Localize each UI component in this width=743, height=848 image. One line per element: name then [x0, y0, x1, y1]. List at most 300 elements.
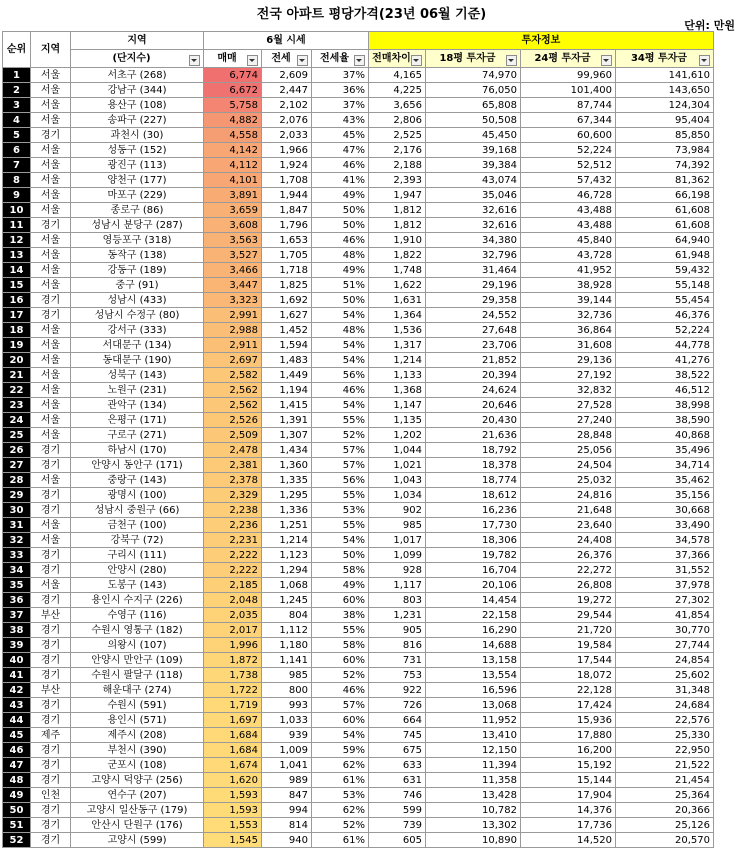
district-cell[interactable]: 관악구 (134) — [71, 398, 204, 413]
gap-cell[interactable]: 633 — [369, 758, 426, 773]
district-cell[interactable]: 중구 (91) — [71, 278, 204, 293]
jeonse-cell[interactable]: 1,594 — [262, 338, 312, 353]
gap-cell[interactable]: 2,188 — [369, 158, 426, 173]
district-cell[interactable]: 동작구 (138) — [71, 248, 204, 263]
p24-cell[interactable]: 99,960 — [521, 68, 616, 83]
p24-cell[interactable]: 22,272 — [521, 563, 616, 578]
p24-cell[interactable]: 21,648 — [521, 503, 616, 518]
p24-cell[interactable]: 52,224 — [521, 143, 616, 158]
p18-cell[interactable]: 10,890 — [426, 833, 521, 848]
district-cell[interactable]: 성동구 (152) — [71, 143, 204, 158]
p34-cell[interactable]: 61,948 — [616, 248, 714, 263]
p18-cell[interactable]: 35,046 — [426, 188, 521, 203]
p34-cell[interactable]: 21,454 — [616, 773, 714, 788]
region-cell[interactable]: 서울 — [31, 473, 71, 488]
sale-cell[interactable]: 1,738 — [204, 668, 262, 683]
ratio-cell[interactable]: 58% — [312, 563, 369, 578]
rank-cell[interactable]: 38 — [3, 623, 31, 638]
sale-cell[interactable]: 2,035 — [204, 608, 262, 623]
district-cell[interactable]: 양천구 (177) — [71, 173, 204, 188]
gap-cell[interactable]: 985 — [369, 518, 426, 533]
gap-cell[interactable]: 1,748 — [369, 263, 426, 278]
sale-cell[interactable]: 6,672 — [204, 83, 262, 98]
jeonse-cell[interactable]: 1,360 — [262, 458, 312, 473]
gap-cell[interactable]: 1,822 — [369, 248, 426, 263]
gap-cell[interactable]: 631 — [369, 773, 426, 788]
jeonse-cell[interactable]: 1,708 — [262, 173, 312, 188]
rank-cell[interactable]: 51 — [3, 818, 31, 833]
district-cell[interactable]: 은평구 (171) — [71, 413, 204, 428]
gap-cell[interactable]: 726 — [369, 698, 426, 713]
jeonse-cell[interactable]: 1,194 — [262, 383, 312, 398]
p18-cell[interactable]: 14,688 — [426, 638, 521, 653]
p18-cell[interactable]: 10,782 — [426, 803, 521, 818]
district-cell[interactable]: 노원구 (231) — [71, 383, 204, 398]
district-cell[interactable]: 성남시 수정구 (80) — [71, 308, 204, 323]
district-cell[interactable]: 구로구 (271) — [71, 428, 204, 443]
ratio-cell[interactable]: 53% — [312, 503, 369, 518]
sale-cell[interactable]: 1,722 — [204, 683, 262, 698]
filter-dropdown-icon[interactable] — [297, 55, 308, 66]
ratio-cell[interactable]: 57% — [312, 443, 369, 458]
sale-cell[interactable]: 2,048 — [204, 593, 262, 608]
p24-cell[interactable]: 27,240 — [521, 413, 616, 428]
region-cell[interactable]: 경기 — [31, 293, 71, 308]
gap-cell[interactable]: 2,806 — [369, 113, 426, 128]
p24-cell[interactable]: 23,640 — [521, 518, 616, 533]
ratio-cell[interactable]: 50% — [312, 218, 369, 233]
ratio-cell[interactable]: 37% — [312, 68, 369, 83]
p24-cell[interactable]: 14,376 — [521, 803, 616, 818]
jeonse-cell[interactable]: 1,214 — [262, 533, 312, 548]
jeonse-cell[interactable]: 1,336 — [262, 503, 312, 518]
p24-cell[interactable]: 28,848 — [521, 428, 616, 443]
ratio-cell[interactable]: 54% — [312, 533, 369, 548]
ratio-cell[interactable]: 49% — [312, 263, 369, 278]
jeonse-cell[interactable]: 1,123 — [262, 548, 312, 563]
jeonse-cell[interactable]: 939 — [262, 728, 312, 743]
p24-cell[interactable]: 31,608 — [521, 338, 616, 353]
region-cell[interactable]: 경기 — [31, 698, 71, 713]
sale-cell[interactable]: 1,674 — [204, 758, 262, 773]
sale-cell[interactable]: 6,774 — [204, 68, 262, 83]
rank-cell[interactable]: 15 — [3, 278, 31, 293]
jeonse-cell[interactable]: 1,307 — [262, 428, 312, 443]
p18-cell[interactable]: 76,050 — [426, 83, 521, 98]
sale-cell[interactable]: 3,466 — [204, 263, 262, 278]
p34-cell[interactable]: 95,404 — [616, 113, 714, 128]
gap-cell[interactable]: 2,176 — [369, 143, 426, 158]
region-cell[interactable]: 경기 — [31, 548, 71, 563]
rank-cell[interactable]: 26 — [3, 443, 31, 458]
district-cell[interactable]: 용인시 수지구 (226) — [71, 593, 204, 608]
sale-cell[interactable]: 1,697 — [204, 713, 262, 728]
sale-cell[interactable]: 3,447 — [204, 278, 262, 293]
p24-cell[interactable]: 27,528 — [521, 398, 616, 413]
region-cell[interactable]: 인천 — [31, 788, 71, 803]
sale-cell[interactable]: 2,562 — [204, 398, 262, 413]
sale-cell[interactable]: 4,882 — [204, 113, 262, 128]
p18-cell[interactable]: 16,290 — [426, 623, 521, 638]
p18-cell[interactable]: 20,430 — [426, 413, 521, 428]
sale-cell[interactable]: 4,101 — [204, 173, 262, 188]
ratio-cell[interactable]: 50% — [312, 203, 369, 218]
p34-cell[interactable]: 52,224 — [616, 323, 714, 338]
district-cell[interactable]: 강북구 (72) — [71, 533, 204, 548]
rank-cell[interactable]: 5 — [3, 128, 31, 143]
sale-cell[interactable]: 2,478 — [204, 443, 262, 458]
rank-cell[interactable]: 41 — [3, 668, 31, 683]
p34-cell[interactable]: 38,998 — [616, 398, 714, 413]
region-cell[interactable]: 경기 — [31, 758, 71, 773]
gap-cell[interactable]: 1,812 — [369, 203, 426, 218]
sale-cell[interactable]: 3,323 — [204, 293, 262, 308]
ratio-cell[interactable]: 52% — [312, 818, 369, 833]
p18-cell[interactable]: 21,636 — [426, 428, 521, 443]
ratio-cell[interactable]: 54% — [312, 398, 369, 413]
rank-cell[interactable]: 6 — [3, 143, 31, 158]
district-cell[interactable]: 용인시 (571) — [71, 713, 204, 728]
p18-cell[interactable]: 13,302 — [426, 818, 521, 833]
p18-cell[interactable]: 18,774 — [426, 473, 521, 488]
p34-cell[interactable]: 143,650 — [616, 83, 714, 98]
jeonse-cell[interactable]: 2,447 — [262, 83, 312, 98]
p18-cell[interactable]: 11,952 — [426, 713, 521, 728]
ratio-cell[interactable]: 61% — [312, 773, 369, 788]
district-cell[interactable]: 군포시 (108) — [71, 758, 204, 773]
gap-cell[interactable]: 4,225 — [369, 83, 426, 98]
rank-cell[interactable]: 1 — [3, 68, 31, 83]
gap-cell[interactable]: 1,368 — [369, 383, 426, 398]
jeonse-cell[interactable]: 1,705 — [262, 248, 312, 263]
p34-cell[interactable]: 25,364 — [616, 788, 714, 803]
p34-cell[interactable]: 38,522 — [616, 368, 714, 383]
p24-cell[interactable]: 29,544 — [521, 608, 616, 623]
jeonse-cell[interactable]: 1,041 — [262, 758, 312, 773]
region-cell[interactable]: 서울 — [31, 578, 71, 593]
sale-cell[interactable]: 2,017 — [204, 623, 262, 638]
p34-cell[interactable]: 41,276 — [616, 353, 714, 368]
gap-cell[interactable]: 1,147 — [369, 398, 426, 413]
sale-cell[interactable]: 2,329 — [204, 488, 262, 503]
p34-cell[interactable]: 74,392 — [616, 158, 714, 173]
district-cell[interactable]: 금천구 (100) — [71, 518, 204, 533]
rank-cell[interactable]: 29 — [3, 488, 31, 503]
p24-cell[interactable]: 36,864 — [521, 323, 616, 338]
sale-cell[interactable]: 2,222 — [204, 548, 262, 563]
jeonse-cell[interactable]: 1,391 — [262, 413, 312, 428]
gap-cell[interactable]: 928 — [369, 563, 426, 578]
district-cell[interactable]: 성남시 분당구 (287) — [71, 218, 204, 233]
p34-cell[interactable]: 35,156 — [616, 488, 714, 503]
p24-cell[interactable]: 38,928 — [521, 278, 616, 293]
gap-cell[interactable]: 1,536 — [369, 323, 426, 338]
p24-cell[interactable]: 22,128 — [521, 683, 616, 698]
rank-cell[interactable]: 34 — [3, 563, 31, 578]
p18-cell[interactable]: 18,612 — [426, 488, 521, 503]
jeonse-cell[interactable]: 1,796 — [262, 218, 312, 233]
sale-cell[interactable]: 2,991 — [204, 308, 262, 323]
region-cell[interactable]: 서울 — [31, 383, 71, 398]
region-cell[interactable]: 서울 — [31, 83, 71, 98]
district-cell[interactable]: 광명시 (100) — [71, 488, 204, 503]
p24-cell[interactable]: 101,400 — [521, 83, 616, 98]
district-cell[interactable]: 안양시 동안구 (171) — [71, 458, 204, 473]
rank-cell[interactable]: 16 — [3, 293, 31, 308]
ratio-cell[interactable]: 55% — [312, 488, 369, 503]
p34-cell[interactable]: 141,610 — [616, 68, 714, 83]
gap-cell[interactable]: 1,117 — [369, 578, 426, 593]
ratio-cell[interactable]: 55% — [312, 623, 369, 638]
ratio-cell[interactable]: 46% — [312, 683, 369, 698]
gap-cell[interactable]: 1,214 — [369, 353, 426, 368]
p24-cell[interactable]: 24,816 — [521, 488, 616, 503]
rank-cell[interactable]: 7 — [3, 158, 31, 173]
ratio-cell[interactable]: 41% — [312, 173, 369, 188]
region-cell[interactable]: 서울 — [31, 428, 71, 443]
ratio-cell[interactable]: 62% — [312, 758, 369, 773]
p24-cell[interactable]: 67,344 — [521, 113, 616, 128]
rank-cell[interactable]: 2 — [3, 83, 31, 98]
gap-cell[interactable]: 605 — [369, 833, 426, 848]
jeonse-cell[interactable]: 1,180 — [262, 638, 312, 653]
region-cell[interactable]: 제주 — [31, 728, 71, 743]
ratio-cell[interactable]: 52% — [312, 428, 369, 443]
p18-cell[interactable]: 39,168 — [426, 143, 521, 158]
p18-cell[interactable]: 13,158 — [426, 653, 521, 668]
filter-dropdown-icon[interactable] — [411, 55, 422, 66]
region-cell[interactable]: 서울 — [31, 248, 71, 263]
gap-cell[interactable]: 4,165 — [369, 68, 426, 83]
sale-cell[interactable]: 4,558 — [204, 128, 262, 143]
jeonse-cell[interactable]: 1,718 — [262, 263, 312, 278]
district-cell[interactable]: 구리시 (111) — [71, 548, 204, 563]
p24-cell[interactable]: 17,736 — [521, 818, 616, 833]
filter-dropdown-icon[interactable] — [601, 55, 612, 66]
p18-cell[interactable]: 24,552 — [426, 308, 521, 323]
p34-cell[interactable]: 46,376 — [616, 308, 714, 323]
ratio-cell[interactable]: 54% — [312, 308, 369, 323]
p34-cell[interactable]: 38,590 — [616, 413, 714, 428]
rank-cell[interactable]: 18 — [3, 323, 31, 338]
rank-cell[interactable]: 44 — [3, 713, 31, 728]
rank-cell[interactable]: 35 — [3, 578, 31, 593]
district-cell[interactable]: 동대문구 (190) — [71, 353, 204, 368]
district-cell[interactable]: 서대문구 (134) — [71, 338, 204, 353]
rank-cell[interactable]: 36 — [3, 593, 31, 608]
p18-cell[interactable]: 17,730 — [426, 518, 521, 533]
region-cell[interactable]: 서울 — [31, 203, 71, 218]
p34-cell[interactable]: 46,512 — [616, 383, 714, 398]
ratio-cell[interactable]: 55% — [312, 413, 369, 428]
ratio-cell[interactable]: 48% — [312, 248, 369, 263]
gap-cell[interactable]: 1,017 — [369, 533, 426, 548]
p18-cell[interactable]: 13,554 — [426, 668, 521, 683]
rank-cell[interactable]: 21 — [3, 368, 31, 383]
p34-cell[interactable]: 73,984 — [616, 143, 714, 158]
district-cell[interactable]: 성북구 (143) — [71, 368, 204, 383]
p18-cell[interactable]: 65,808 — [426, 98, 521, 113]
rank-cell[interactable]: 31 — [3, 518, 31, 533]
jeonse-cell[interactable]: 2,076 — [262, 113, 312, 128]
jeonse-cell[interactable]: 2,609 — [262, 68, 312, 83]
jeonse-cell[interactable]: 1,966 — [262, 143, 312, 158]
p24-cell[interactable]: 45,840 — [521, 233, 616, 248]
p18-cell[interactable]: 16,704 — [426, 563, 521, 578]
sale-cell[interactable]: 2,509 — [204, 428, 262, 443]
gap-cell[interactable]: 816 — [369, 638, 426, 653]
region-cell[interactable]: 경기 — [31, 818, 71, 833]
gap-cell[interactable]: 1,631 — [369, 293, 426, 308]
p18-cell[interactable]: 13,410 — [426, 728, 521, 743]
p34-cell[interactable]: 40,868 — [616, 428, 714, 443]
ratio-cell[interactable]: 53% — [312, 788, 369, 803]
ratio-cell[interactable]: 37% — [312, 98, 369, 113]
ratio-cell[interactable]: 62% — [312, 803, 369, 818]
region-cell[interactable]: 경기 — [31, 593, 71, 608]
p24-cell[interactable]: 15,192 — [521, 758, 616, 773]
p34-cell[interactable]: 124,304 — [616, 98, 714, 113]
region-cell[interactable]: 경기 — [31, 563, 71, 578]
p24-cell[interactable]: 21,720 — [521, 623, 616, 638]
ratio-cell[interactable]: 46% — [312, 233, 369, 248]
sale-cell[interactable]: 1,996 — [204, 638, 262, 653]
sale-cell[interactable]: 2,185 — [204, 578, 262, 593]
p18-cell[interactable]: 27,648 — [426, 323, 521, 338]
sale-cell[interactable]: 2,911 — [204, 338, 262, 353]
jeonse-cell[interactable]: 993 — [262, 698, 312, 713]
rank-cell[interactable]: 43 — [3, 698, 31, 713]
p18-cell[interactable]: 24,624 — [426, 383, 521, 398]
jeonse-cell[interactable]: 1,627 — [262, 308, 312, 323]
district-cell[interactable]: 해운대구 (274) — [71, 683, 204, 698]
ratio-cell[interactable]: 43% — [312, 113, 369, 128]
district-cell[interactable]: 수원시 팔달구 (118) — [71, 668, 204, 683]
ratio-cell[interactable]: 56% — [312, 473, 369, 488]
p34-cell[interactable]: 37,978 — [616, 578, 714, 593]
p24-cell[interactable]: 19,584 — [521, 638, 616, 653]
region-cell[interactable]: 서울 — [31, 398, 71, 413]
sale-cell[interactable]: 1,872 — [204, 653, 262, 668]
p34-cell[interactable]: 31,348 — [616, 683, 714, 698]
region-cell[interactable]: 서울 — [31, 353, 71, 368]
gap-cell[interactable]: 1,043 — [369, 473, 426, 488]
sale-cell[interactable]: 2,988 — [204, 323, 262, 338]
sale-cell[interactable]: 4,142 — [204, 143, 262, 158]
p34-cell[interactable]: 81,362 — [616, 173, 714, 188]
p24-cell[interactable]: 27,192 — [521, 368, 616, 383]
region-cell[interactable]: 서울 — [31, 338, 71, 353]
p18-cell[interactable]: 31,464 — [426, 263, 521, 278]
p34-cell[interactable]: 34,578 — [616, 533, 714, 548]
p24-cell[interactable]: 25,056 — [521, 443, 616, 458]
ratio-cell[interactable]: 56% — [312, 368, 369, 383]
rank-cell[interactable]: 28 — [3, 473, 31, 488]
ratio-cell[interactable]: 59% — [312, 743, 369, 758]
jeonse-cell[interactable]: 1,653 — [262, 233, 312, 248]
gap-cell[interactable]: 746 — [369, 788, 426, 803]
gap-cell[interactable]: 1,812 — [369, 218, 426, 233]
sale-cell[interactable]: 4,112 — [204, 158, 262, 173]
sale-cell[interactable]: 2,562 — [204, 383, 262, 398]
ratio-cell[interactable]: 58% — [312, 638, 369, 653]
gap-cell[interactable]: 2,525 — [369, 128, 426, 143]
jeonse-cell[interactable]: 1,141 — [262, 653, 312, 668]
ratio-cell[interactable]: 54% — [312, 353, 369, 368]
region-cell[interactable]: 서울 — [31, 278, 71, 293]
filter-dropdown-icon[interactable] — [506, 55, 517, 66]
region-cell[interactable]: 경기 — [31, 743, 71, 758]
ratio-cell[interactable]: 45% — [312, 128, 369, 143]
jeonse-cell[interactable]: 1,847 — [262, 203, 312, 218]
p18-cell[interactable]: 13,068 — [426, 698, 521, 713]
gap-cell[interactable]: 731 — [369, 653, 426, 668]
rank-cell[interactable]: 4 — [3, 113, 31, 128]
jeonse-cell[interactable]: 1,415 — [262, 398, 312, 413]
region-cell[interactable]: 서울 — [31, 533, 71, 548]
filter-dropdown-icon[interactable] — [354, 55, 365, 66]
ratio-cell[interactable]: 50% — [312, 293, 369, 308]
ratio-cell[interactable]: 50% — [312, 548, 369, 563]
p34-cell[interactable]: 85,850 — [616, 128, 714, 143]
rank-cell[interactable]: 25 — [3, 428, 31, 443]
p34-cell[interactable]: 35,496 — [616, 443, 714, 458]
region-cell[interactable]: 부산 — [31, 608, 71, 623]
rank-cell[interactable]: 42 — [3, 683, 31, 698]
p18-cell[interactable]: 34,380 — [426, 233, 521, 248]
jeonse-cell[interactable]: 1,295 — [262, 488, 312, 503]
p24-cell[interactable]: 39,144 — [521, 293, 616, 308]
jeonse-cell[interactable]: 1,112 — [262, 623, 312, 638]
p18-cell[interactable]: 29,358 — [426, 293, 521, 308]
sale-cell[interactable]: 3,891 — [204, 188, 262, 203]
sale-cell[interactable]: 2,231 — [204, 533, 262, 548]
district-cell[interactable]: 성남시 (433) — [71, 293, 204, 308]
gap-cell[interactable]: 1,317 — [369, 338, 426, 353]
district-cell[interactable]: 마포구 (229) — [71, 188, 204, 203]
p18-cell[interactable]: 45,450 — [426, 128, 521, 143]
sale-cell[interactable]: 2,222 — [204, 563, 262, 578]
p18-cell[interactable]: 11,358 — [426, 773, 521, 788]
district-cell[interactable]: 부천시 (390) — [71, 743, 204, 758]
ratio-cell[interactable]: 47% — [312, 143, 369, 158]
ratio-cell[interactable]: 49% — [312, 578, 369, 593]
p34-cell[interactable]: 30,770 — [616, 623, 714, 638]
district-cell[interactable]: 용산구 (108) — [71, 98, 204, 113]
region-cell[interactable]: 경기 — [31, 458, 71, 473]
jeonse-cell[interactable]: 989 — [262, 773, 312, 788]
sale-cell[interactable]: 2,238 — [204, 503, 262, 518]
p18-cell[interactable]: 23,706 — [426, 338, 521, 353]
gap-cell[interactable]: 599 — [369, 803, 426, 818]
rank-cell[interactable]: 11 — [3, 218, 31, 233]
sale-cell[interactable]: 5,758 — [204, 98, 262, 113]
region-cell[interactable]: 서울 — [31, 143, 71, 158]
region-cell[interactable]: 경기 — [31, 653, 71, 668]
ratio-cell[interactable]: 52% — [312, 668, 369, 683]
p18-cell[interactable]: 20,646 — [426, 398, 521, 413]
region-cell[interactable]: 경기 — [31, 128, 71, 143]
jeonse-cell[interactable]: 1,068 — [262, 578, 312, 593]
district-cell[interactable]: 안양시 (280) — [71, 563, 204, 578]
p18-cell[interactable]: 11,394 — [426, 758, 521, 773]
gap-cell[interactable]: 1,135 — [369, 413, 426, 428]
district-cell[interactable]: 안양시 만안구 (109) — [71, 653, 204, 668]
gap-cell[interactable]: 739 — [369, 818, 426, 833]
gap-cell[interactable]: 1,622 — [369, 278, 426, 293]
rank-cell[interactable]: 46 — [3, 743, 31, 758]
ratio-cell[interactable]: 60% — [312, 713, 369, 728]
